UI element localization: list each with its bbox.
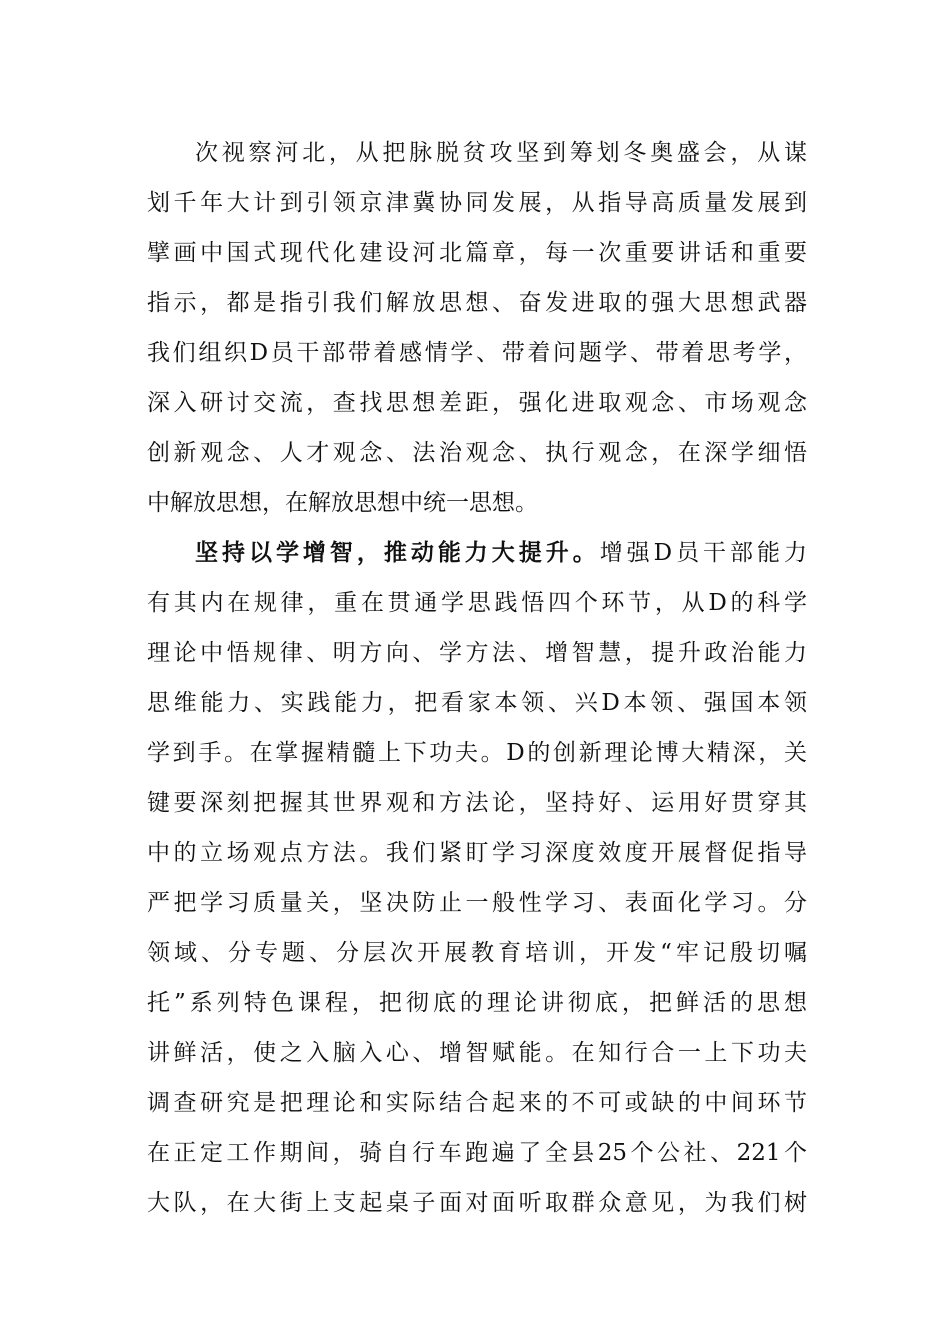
- paragraph-2-line-8: 严把学习质量关，坚决防止一般性学习、表面化学习。分: [147, 890, 807, 916]
- paragraph-1-line-4: 指示，都是指引我们解放思想、奋发进取的强大思想武器: [147, 290, 807, 316]
- paragraph-1-line-8: 中解放思想，在解放思想中统一思想。: [147, 490, 538, 516]
- paragraph-2-line-7: 中的立场观点方法。我们紧盯学习深度效度开展督促指导: [147, 840, 807, 866]
- paragraph-2-line-13: 在正定工作期间，骑自行车跑遍了全县25个公社、221个: [147, 1140, 807, 1166]
- paragraph-2-first-line-rest: 增强D员干部能力: [599, 540, 807, 566]
- paragraph-1-line-6: 深入研讨交流，查找思想差距，强化进取观念、市场观念: [147, 390, 807, 416]
- paragraph-1-line-1: 次视察河北，从把脉脱贫攻坚到筹划冬奥盛会，从谋: [195, 140, 807, 166]
- paragraph-2-line-10: 托”系列特色课程，把彻底的理论讲彻底，把鲜活的思想: [147, 990, 807, 1016]
- paragraph-2-heading: 坚持以学增智，推动能力大提升。: [195, 540, 600, 566]
- paragraph-1-line-5: 我们组织D员干部带着感情学、带着问题学、带着思考学，: [147, 340, 807, 366]
- paragraph-2-line-14: 大队，在大街上支起桌子面对面听取群众意见，为我们树: [147, 1190, 807, 1216]
- paragraph-2-line-5: 学到手。在掌握精髓上下功夫。D的创新理论博大精深，关: [147, 740, 807, 766]
- paragraph-2-line-9: 领域、分专题、分层次开展教育培训，开发“牢记殷切嘱: [147, 940, 807, 966]
- paragraph-2-line-4: 思维能力、实践能力，把看家本领、兴D本领、强国本领: [147, 690, 807, 716]
- paragraph-1-line-3: 擘画中国式现代化建设河北篇章，每一次重要讲话和重要: [147, 240, 807, 266]
- paragraph-1-line-7: 创新观念、人才观念、法治观念、执行观念，在深学细悟: [147, 440, 807, 466]
- paragraph-2-line-6: 键要深刻把握其世界观和方法论，坚持好、运用好贯穿其: [147, 790, 807, 816]
- paragraph-1-line-2: 划千年大计到引领京津冀协同发展，从指导高质量发展到: [147, 190, 807, 216]
- paragraph-2-line-11: 讲鲜活，使之入脑入心、增智赋能。在知行合一上下功夫: [147, 1040, 807, 1066]
- paragraph-2-line-2: 有其内在规律，重在贯通学思践悟四个环节，从D的科学: [147, 590, 807, 616]
- paragraph-2-line-1: [195, 533, 807, 573]
- paragraph-2-line-12: 调查研究是把理论和实际结合起来的不可或缺的中间环节: [147, 1090, 807, 1116]
- paragraph-2-line-3: 理论中悟规律、明方向、学方法、增智慧，提升政治能力: [147, 640, 807, 666]
